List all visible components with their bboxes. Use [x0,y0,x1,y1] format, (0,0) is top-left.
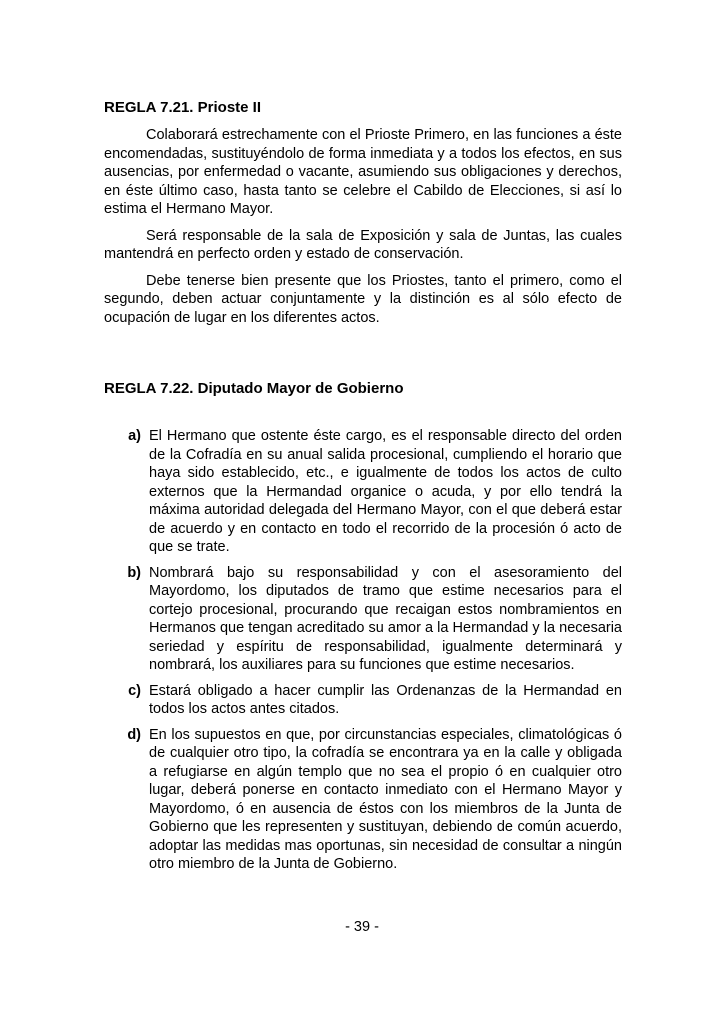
list-item-letter: b) [127,564,141,581]
list-item-text: En los supuestos en que, por circunstancias especiales, climatológicas ó de cualquier otro tipo, la cofradía se encontrara ya en la calle y obligada a refugiarse en algún templo que no sea el propio ó en cualquier otro lugar, deberá ponerse en contacto inmediato con el Hermano Mayor y Mayordomo, ó en ausencia de éstos con los miembros de la Junta de Gobierno que les representen y sustituyan, debiendo de común acuerdo, adoptar las medidas mas oportunas, sin necesidad de consultar a ningún otro miembro de la Junta de Gobierno. [149,726,622,872]
section-heading: REGLA 7.21. Prioste II [104,99,261,116]
list-item-letter: a) [128,428,141,444]
list-item [104,427,622,557]
page-number: - 39 - [345,919,379,935]
lettered-list [104,427,622,874]
list-item-letter: c) [128,682,141,699]
paragraph: Colaborará estrechamente con el Prioste Primero, en las funciones a éste encomendadas, sustituyéndolo de forma inmediata y a todos los efectos, en sus ausencias, por enfermedad o vacante, asumiendo sus obligaciones y derechos, en éste último caso, hasta tanto se celebre el Cabildo de Elecciones, si así lo estima el Hermano Mayor. [104,127,622,217]
list-item [104,564,622,675]
page-content [104,98,622,881]
list-item [104,682,622,719]
paragraph: Será responsable de la sala de Exposición y sala de Juntas, las cuales mantendrá en perfecto orden y estado de conservación. [104,227,622,262]
section-regla-7-22 [104,379,622,874]
list-item-letter: d) [127,726,141,743]
paragraph: Debe tenerse bien presente que los Priostes, tanto el primero, como el segundo, deben actuar conjuntamente y la distinción es al sólo efecto de ocupación de lugar en los diferentes actos. [104,272,622,326]
list-item-text: Estará obligado a hacer cumplir las Ordenanzas de la Hermandad en todos los actos antes citados. [149,682,622,717]
list-item [104,726,622,874]
list-item-text: Nombrará bajo su responsabilidad y con el asesoramiento del Mayordomo, los diputados de tramo que estime necesarios para el cortejo procesional, procurando que recaigan estos nombramientos en Hermanos que tengan acreditado su amor a la Hermandad y la necesaria seriedad y espíritu de responsabilidad, igualmente determinará y nombrará, los auxiliares para su funciones que estime necesarios. [149,564,622,673]
list-item-text: El Hermano que ostente éste cargo, es el responsable directo del orden de la Cofradía en su anual salida procesional, cumpliendo el horario que haya sido establecido, etc., e igualmente de todos los actos de culto externos que la Hermandad organice o acuda, y por ello tendrá la máxima autoridad delegada del Hermano Mayor, con el que deberá estar de acuerdo y en contacto en todo el recorrido de la procesión ó acto de que se trate. [149,428,622,555]
section-regla-7-21 [104,98,622,327]
section-heading: REGLA 7.22. Diputado Mayor de Gobierno [104,380,404,397]
